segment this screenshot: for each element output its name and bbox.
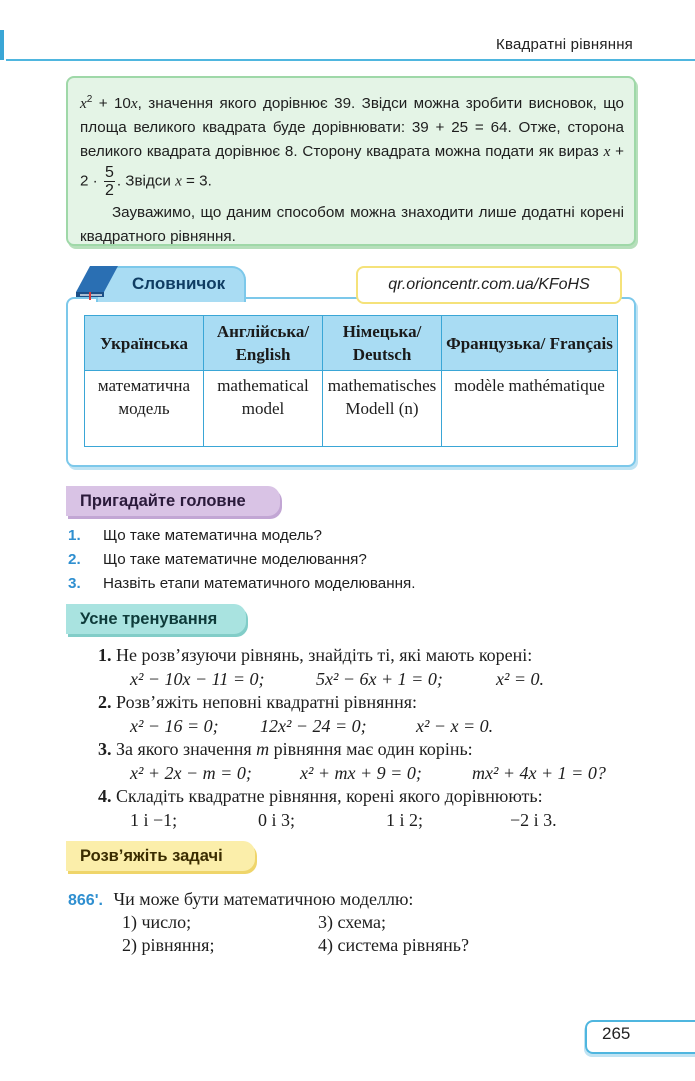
header-german: Німецька/ Deutsch: [323, 316, 442, 371]
qr-link[interactable]: qr.orioncentr.com.ua/KFoHS: [356, 266, 622, 304]
header-accent: [0, 30, 4, 60]
task-number: 866ʹ.: [68, 892, 103, 909]
cell-french: modèle mathématique: [442, 371, 618, 447]
task-option: 3) схема;: [318, 912, 387, 932]
recall-list: [68, 524, 415, 596]
table-header-row: [85, 316, 618, 371]
header-french: Французька/ Français: [442, 316, 618, 371]
task-option: 1) число;: [122, 912, 192, 932]
explanation-box: [66, 76, 636, 246]
header-rule: [6, 59, 695, 61]
oral-heading: Усне тренування: [66, 604, 246, 634]
exercise-equations: x² + 2x − m = 0; x² + mx + 9 = 0; mx² + 4x + 1 = 0?: [130, 762, 606, 783]
list-item: 3. Назвіть етапи математичного моделювання.: [68, 575, 416, 592]
task-option: 2) рівняння;: [122, 935, 215, 955]
exercise-question: 2. Розв’яжіть неповні квадратні рівняння:: [98, 692, 417, 712]
task-866: [68, 887, 469, 957]
glossary-title: Словничок: [132, 274, 226, 293]
explanation-paragraph: $x^2 + 10x$, значення якого дорівнює 39. Звідси можна зробити висновок, що площа великого квадрата буде дорівнювати: 39 + 25 = 64. Отже, сторона великого квадрата дорівнює 8. Сторону квадрата можна подати як вираз x + 2 · $\frac{5}{2}$ . Звідси x = 3.: [80, 94, 624, 200]
cell-german: mathematisches Modell (n): [323, 371, 442, 447]
exercise-question: 1. Не розв’язуючи рівнянь, знайдіть ті, які мають корені:: [98, 645, 533, 665]
task-option: 4) система рівнянь?: [318, 935, 469, 955]
exercise-equations: x² − 16 = 0; 12x² − 24 = 0; x² − x = 0.: [130, 715, 494, 736]
tasks-heading: Розв’яжіть задачі: [66, 841, 255, 871]
task-question: Чи може бути математичною моделлю:: [113, 889, 414, 909]
book-icon: [72, 262, 120, 300]
list-item: 2. Що таке математичне моделювання?: [68, 551, 367, 568]
task-options-row: [68, 911, 413, 934]
section-title: Квадратні рівняння: [496, 36, 633, 53]
recall-heading: Пригадайте головне: [66, 486, 280, 516]
fraction: $\frac{5}{2}$: [104, 164, 114, 200]
header-ukrainian: Українська: [85, 316, 204, 371]
note-paragraph: Зауважимо, що даним способом можна знаходити лише додатні корені квадратного рівняння.: [80, 204, 624, 246]
exercise-roots: 1 і −1; 0 і 3; 1 і 2; −2 і 3.: [130, 809, 557, 830]
exercise-question: 3. За якого значення m рівняння має один корінь:: [98, 739, 473, 759]
page-number: 265: [602, 1024, 631, 1043]
table-row: [85, 371, 618, 447]
cell-english: mathematical model: [204, 371, 323, 447]
exercise-equations: x² − 10x − 11 = 0; 5x² − 6x + 1 = 0; x² = 0.: [130, 668, 545, 689]
oral-exercises: [98, 644, 606, 832]
list-item: 1. Що таке математична модель?: [68, 527, 322, 544]
header-english: Англійська/ English: [204, 316, 323, 371]
cell-ukrainian: математична модель: [85, 371, 204, 447]
task-options-row: [68, 934, 469, 957]
exercise-question: 4. Складіть квадратне рівняння, корені якого дорівнюють:: [98, 786, 543, 806]
glossary-table: [84, 315, 618, 447]
